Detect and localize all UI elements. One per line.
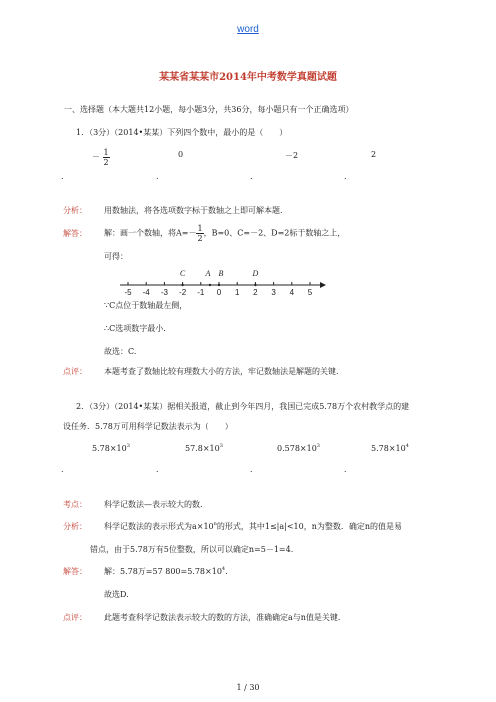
q2-option-d-base: 5.78×10 [371, 444, 406, 453]
q2-option-b-base: 57.8×10 [185, 444, 220, 453]
q2-option-dot-a: . [61, 465, 64, 474]
q1-option-a-fraction [103, 148, 110, 167]
q1-answer-numerator: 1 [197, 224, 203, 233]
q2-analysis-line1-b: 的形式，其中1≤|a|<10，n为整数．确定n的值是易 [216, 522, 403, 531]
number-line-arrow [320, 282, 326, 288]
q2-comment-label: 点评： [63, 613, 87, 622]
q1-option-c: －2 [285, 151, 299, 160]
number-line-point-label: B [218, 269, 224, 278]
number-line-tick-label: -3 [160, 288, 168, 296]
q2-stem-line1: 2．（3分）（2014•某某）据相关报道，截止到今年四月，我国已完成5.78万个农村教学点的建 [76, 402, 410, 411]
q2-point-label: 考点： [63, 500, 87, 509]
q1-option-a-sign: － [92, 152, 100, 162]
q1-option-a-denominator: 2 [103, 158, 109, 167]
q2-option-dot-b: . [156, 465, 159, 474]
q2-point: 科学记数法—表示较大的数. [104, 500, 203, 509]
number-line-point [209, 284, 211, 286]
q2-option-c-base: 0.578×10 [277, 444, 317, 453]
q2-answer-line1-a: 解：5.78万=57 800=5.78×10 [104, 567, 222, 576]
q1-answer-line3: ∵C点位于数轴最左侧， [104, 301, 188, 310]
number-line-tick-label: -4 [142, 288, 150, 296]
q1-answer-line4: ∴C选项数字最小. [104, 324, 166, 333]
q2-analysis-exp: n [213, 521, 217, 527]
number-line-tick-label: 0 [216, 288, 222, 296]
number-line-point [218, 284, 220, 286]
q2-option-c-exp: 3 [316, 443, 320, 449]
q1-answer-line1-a: 解：画一个数轴，将A=－ [104, 228, 197, 238]
page-number: 1 / 30 [236, 683, 260, 692]
q1-analysis-label: 分析： [63, 206, 87, 215]
q2-answer-line1-b: . [225, 567, 228, 576]
q1-option-b: 0 [178, 150, 184, 159]
q2-comment: 此题考查科学记数法表示较大的数的方法，准确确定a与n值是关键. [104, 613, 341, 622]
number-line-point-label: C [179, 269, 186, 278]
q2-option-b [185, 443, 223, 453]
q1-answer-denominator: 2 [197, 234, 203, 243]
q1-comment-label: 点评： [63, 367, 87, 376]
q2-stem-line2: 设任务．5.78万可用科学记数法表示为（ ） [63, 422, 233, 431]
q1-answer-label: 解答： [63, 229, 87, 238]
q1-option-d: 2 [371, 150, 377, 159]
q2-answer-line1 [104, 566, 228, 577]
q2-option-a-base: 5.78×10 [92, 444, 127, 453]
number-line-tick-label: 5 [307, 288, 313, 296]
q2-analysis-line1-a: 科学记数法的表示形式为a×10 [104, 522, 214, 531]
q2-answer-exp: 4 [221, 566, 226, 572]
q1-answer-line2: 可得： [104, 252, 128, 261]
number-line-tick-label: -1 [197, 288, 205, 296]
q2-analysis-label: 分析： [63, 522, 87, 531]
number-line-tick-label: 3 [271, 288, 276, 296]
q2-answer-line2: 故选D. [104, 590, 129, 599]
q2-option-a-exp: 3 [126, 443, 130, 449]
q1-option-dot-d: . [344, 172, 347, 181]
q2-analysis-line1 [104, 521, 402, 532]
q1-analysis: 用数轴法，将各选项数字标于数轴之上即可解本题. [104, 206, 283, 215]
q1-answer-fraction [196, 224, 203, 243]
number-line-tick-label: 4 [289, 288, 295, 296]
number-line-tick-label: -5 [124, 288, 132, 296]
q2-option-d [371, 443, 409, 453]
q2-option-a [92, 443, 130, 453]
q2-answer-label: 解答： [63, 567, 87, 576]
q1-option-a [92, 148, 110, 167]
page-title: 某某省某某市2014年中考数学真题试题 [159, 72, 337, 83]
q2-analysis-line2: 错点，由于5.78万有5位整数，所以可以确定n=5－1=4. [90, 545, 294, 554]
number-line-point-label: D [252, 269, 259, 278]
q2-option-dot-c: . [250, 465, 253, 474]
q1-answer-line1 [104, 224, 345, 243]
q2-option-c [277, 443, 320, 453]
number-line [120, 262, 330, 296]
number-line-tick-label: 1 [234, 288, 240, 296]
q1-option-dot-a: . [61, 172, 64, 181]
q1-answer-line1-b: ，B=0、C=－2、D=2标于数轴之上， [203, 228, 346, 238]
q1-comment: 本题考查了数轴比较有理数大小的方法，牢记数轴法是解题的关键. [104, 367, 339, 376]
number-line-point-label: A [205, 269, 211, 278]
q1-option-a-numerator: 1 [103, 148, 109, 157]
q1-answer-line5: 故选：C. [104, 347, 137, 356]
section-heading: 一、选择题（本大题共12小题，每小题3分，共36分，每小题只有一个正确选项） [64, 105, 354, 114]
number-line-point [181, 284, 183, 286]
q2-option-b-exp: 3 [219, 443, 223, 449]
q1-option-dot-b: . [156, 172, 159, 181]
number-line-tick-label: -2 [179, 288, 187, 296]
header-link[interactable]: word [237, 24, 259, 35]
q2-option-dot-d: . [344, 465, 347, 474]
q1-stem: 1．（3分）（2014•某某）下列四个数中，最小的是（ ） [76, 128, 288, 137]
number-line-tick-label: 2 [253, 288, 258, 296]
q1-option-dot-c: . [250, 172, 253, 181]
q2-option-d-exp: 4 [405, 443, 409, 449]
number-line-point [254, 284, 256, 286]
